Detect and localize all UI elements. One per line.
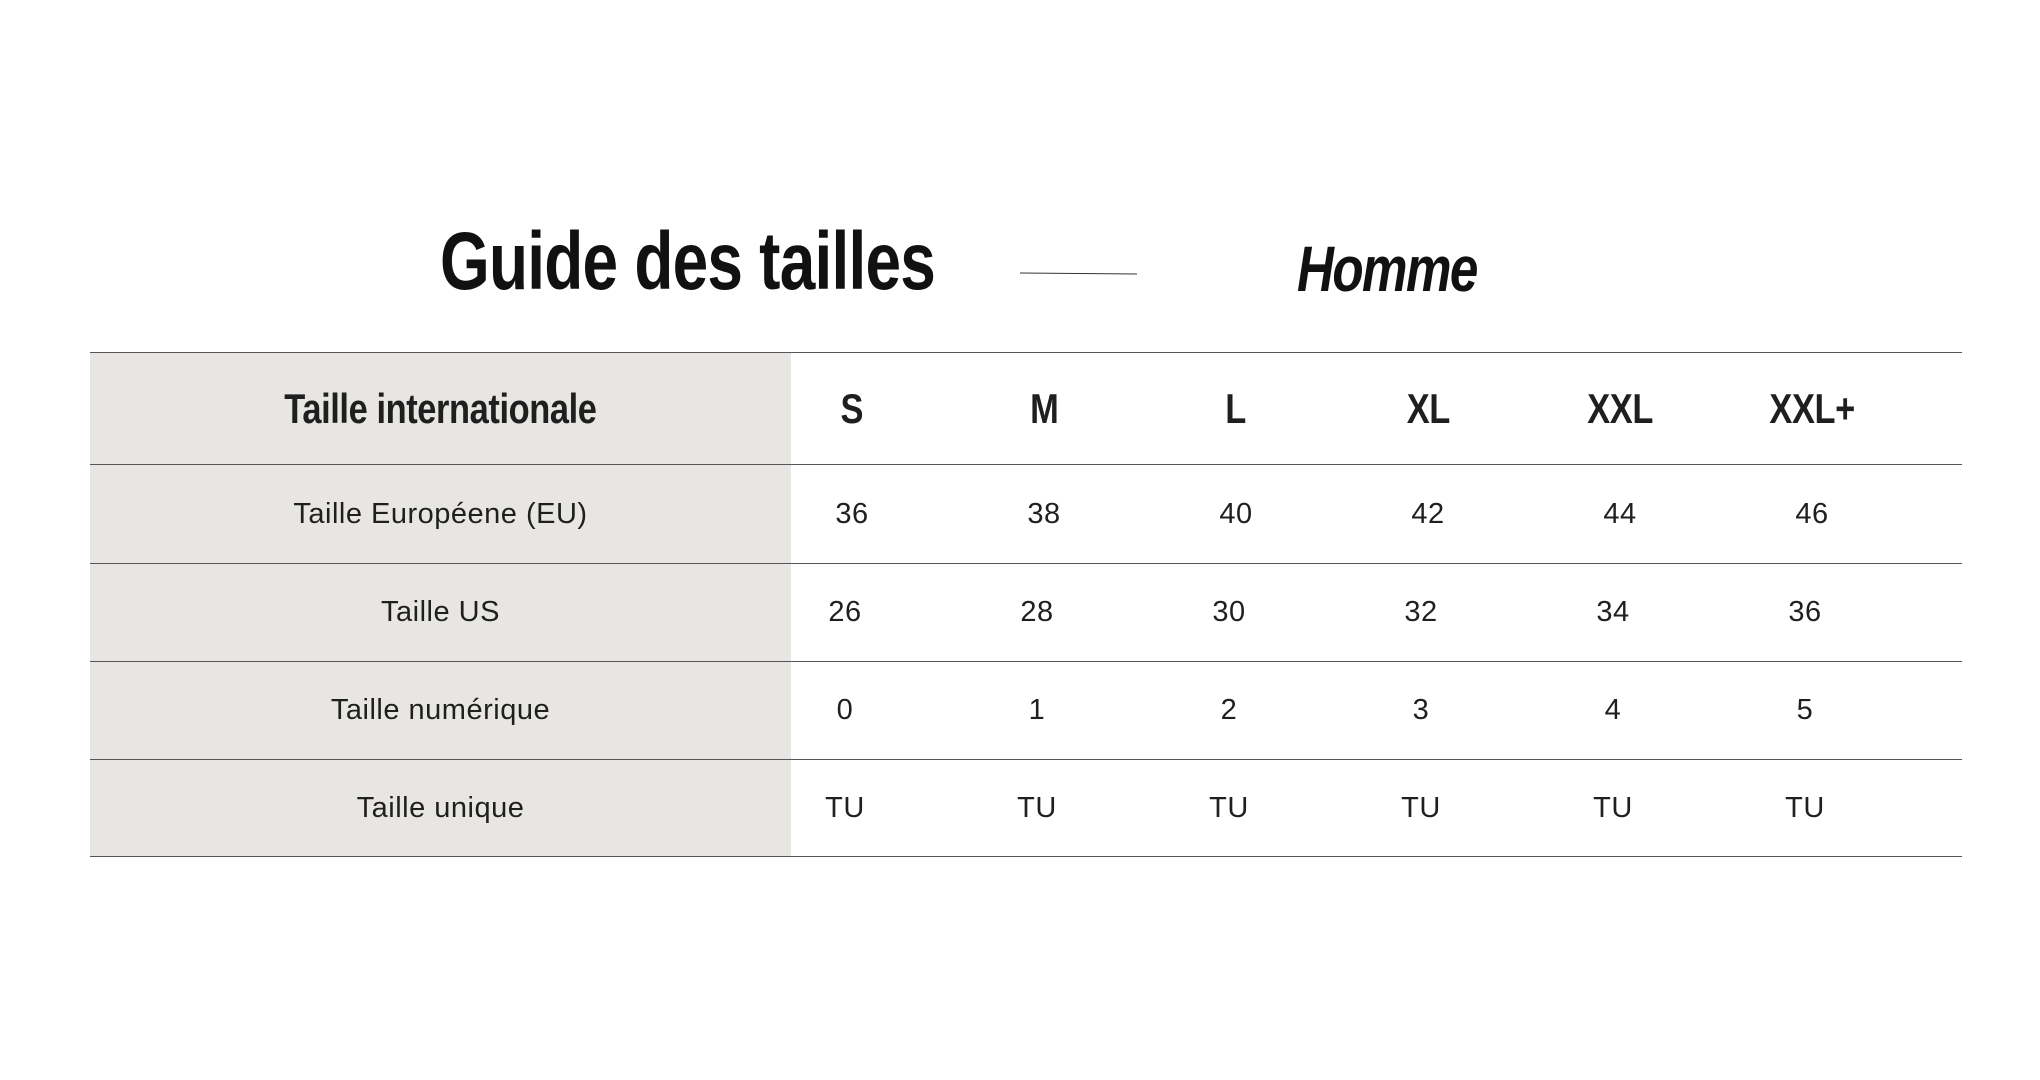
size-header: [984, 353, 1104, 464]
table-cell: 28: [1020, 596, 1054, 628]
table-cell: 0: [836, 694, 854, 726]
table-cell: TU: [825, 791, 865, 824]
table-cell: TU: [1017, 791, 1057, 824]
size-header-label: XXL+: [1769, 384, 1855, 432]
row-values: [791, 465, 1962, 563]
size-header-label: XL: [1406, 384, 1450, 432]
row-label: Taille numérique: [90, 662, 791, 759]
table-cell: TU: [1401, 791, 1441, 824]
table-cell: 46: [1795, 497, 1829, 530]
size-header: [1368, 353, 1488, 464]
table-row: [90, 759, 1962, 857]
table-cell: 4: [1604, 694, 1622, 726]
table-cell: TU: [1785, 791, 1825, 824]
title-divider: [1020, 272, 1137, 274]
header-sizes: [791, 353, 1962, 464]
row-label: Taille unique: [90, 760, 791, 856]
table-cell: 34: [1596, 596, 1630, 628]
table-cell: 26: [828, 596, 862, 628]
page-subtitle: Homme: [1297, 233, 1477, 305]
row-label: Taille Européene (EU): [90, 465, 791, 563]
size-header-label: XXL: [1587, 384, 1653, 432]
header: [0, 0, 2040, 340]
table-row: [90, 563, 1962, 661]
size-header: [792, 353, 912, 464]
table-cell: 2: [1220, 694, 1238, 726]
header-label: Taille internationale: [284, 384, 597, 432]
table-cell: 1: [1028, 694, 1046, 726]
size-header: [1752, 353, 1872, 464]
table-cell: 40: [1219, 497, 1253, 530]
table-cell: TU: [1593, 791, 1633, 824]
row-label: Taille US: [90, 564, 791, 661]
size-header-label: S: [840, 384, 864, 432]
table-cell: 44: [1603, 497, 1637, 530]
size-header: [1176, 353, 1296, 464]
row-values: [791, 564, 1962, 661]
header-label-cell: [90, 353, 791, 464]
table-cell: 38: [1027, 497, 1061, 530]
table-cell: 42: [1411, 497, 1445, 530]
table-row: [90, 661, 1962, 759]
size-header: [1560, 353, 1680, 464]
table-cell: 5: [1796, 694, 1814, 726]
table-header-row: [90, 352, 1962, 464]
table-cell: 3: [1412, 694, 1430, 726]
table-cell: 36: [1788, 596, 1822, 628]
size-table: [90, 352, 1962, 857]
row-values: [791, 760, 1962, 856]
page-title: Guide des tailles: [440, 216, 936, 307]
row-values: [791, 662, 1962, 759]
size-header-label: M: [1029, 384, 1059, 432]
size-header-label: L: [1225, 384, 1247, 432]
table-cell: 32: [1404, 596, 1438, 628]
table-cell: 30: [1212, 596, 1246, 628]
table-row: [90, 464, 1962, 563]
table-cell: 36: [835, 497, 869, 530]
table-cell: TU: [1209, 791, 1249, 824]
